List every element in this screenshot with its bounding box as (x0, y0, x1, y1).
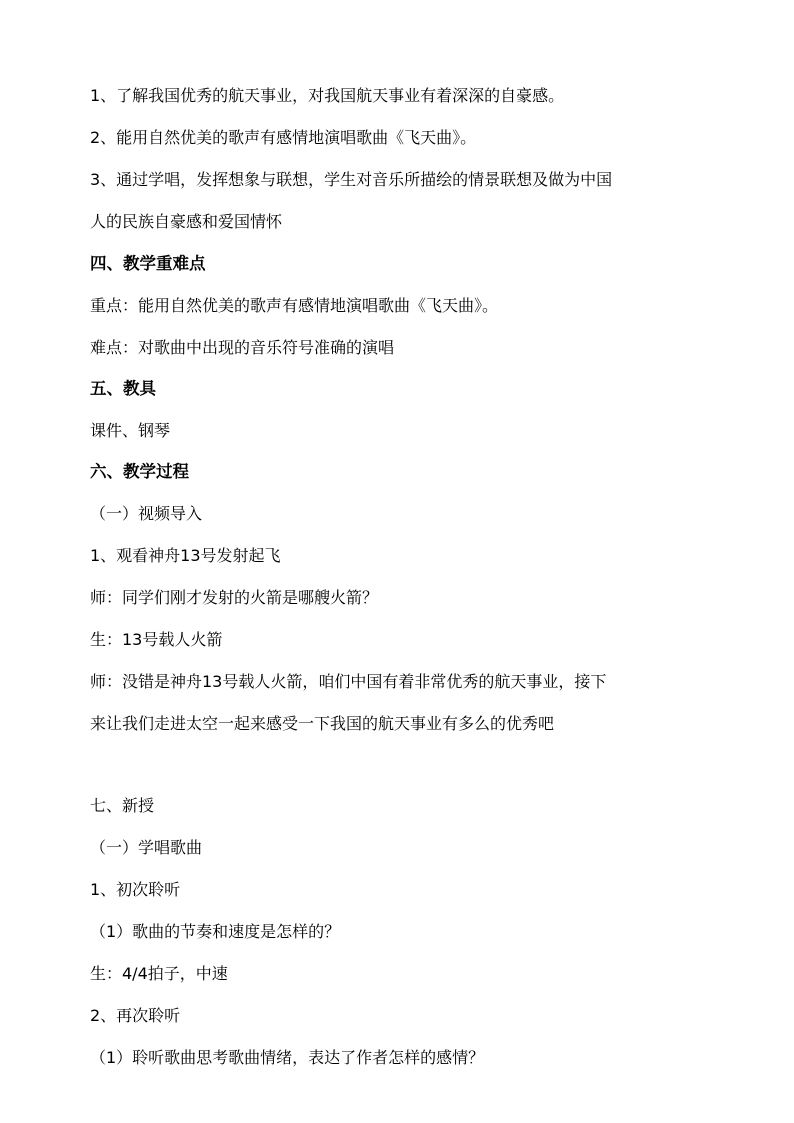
step-watch-launch: 1、观看神舟13号发射起飞 (90, 546, 281, 565)
section-heading-new-lesson: 七、新授 (90, 796, 155, 815)
section-heading-teaching-aids: 五、教具 (90, 379, 156, 398)
dialogue-teacher-1: 师：同学们刚才发射的火箭是哪艘火箭？ (90, 588, 379, 607)
question-emotion: （1）聆听歌曲思考歌曲情绪，表达了作者怎样的感情？ (90, 1048, 485, 1067)
objective-1: 1、了解我国优秀的航天事业，对我国航天事业有着深深的自豪感。 (90, 86, 565, 105)
dialogue-teacher-2-line-2: 来让我们走进太空一起来感受一下我国的航天事业有多么的优秀吧 (90, 714, 555, 733)
subsection-video-intro: （一）视频导入 (90, 504, 203, 523)
objective-2: 2、能用自然优美的歌声有感情地演唱歌曲《飞天曲》。 (90, 128, 477, 147)
step-first-listen: 1、初次聆听 (90, 880, 181, 899)
section-heading-key-points: 四、教学重难点 (90, 254, 206, 273)
dialogue-teacher-2-line-1: 师：没错是神舟13号载人火箭，咱们中国有着非常优秀的航天事业，接下 (90, 672, 607, 691)
difficult-point: 难点：对歌曲中出现的音乐符号准确的演唱 (90, 338, 395, 357)
objective-3-line-1: 3、通过学唱，发挥想象与联想，学生对音乐所描绘的情景联想及做为中国 (90, 170, 613, 189)
dialogue-student-2: 生：4/4拍子，中速 (90, 964, 228, 983)
question-rhythm-tempo: （1）歌曲的节奏和速度是怎样的？ (90, 922, 341, 941)
teaching-aids-text: 课件、钢琴 (90, 421, 171, 440)
dialogue-student-1: 生：13号载人火箭 (90, 630, 223, 649)
key-point: 重点：能用自然优美的歌声有感情地演唱歌曲《飞天曲》。 (90, 296, 499, 315)
step-second-listen: 2、再次聆听 (90, 1006, 181, 1025)
objective-3-line-2: 人的民族自豪感和爱国情怀 (90, 212, 283, 231)
subsection-learn-song: （一）学唱歌曲 (90, 838, 203, 857)
section-heading-teaching-process: 六、教学过程 (90, 462, 189, 481)
